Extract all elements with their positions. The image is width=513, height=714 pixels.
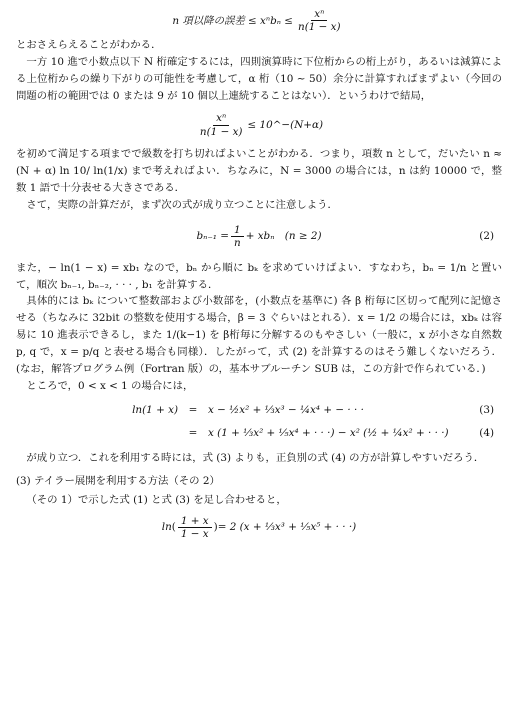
equation-truncation (16, 112, 502, 138)
paragraph-4: さて，実際の計算だが，まず次の式が成り立つことに注意しよう． (26, 198, 338, 211)
equation-rhs: = 2 (x + ⅓x³ + ⅕x⁵ + · · ·) (217, 521, 357, 534)
fraction-denominator: 1 − x (180, 528, 209, 541)
equation-log-ratio: ln ( $\frac{1 + x}{1 - x}$ ) = 2 (x + ⅓x³ + ⅕x⁵ + · · ·) (161, 514, 357, 541)
fraction-denominator: n(1 − x) (199, 125, 243, 138)
equation-relation: = (188, 427, 198, 440)
fraction (231, 224, 244, 250)
equation-number: (2) (479, 230, 494, 243)
fraction-numerator: xⁿ (213, 112, 229, 125)
paragraph-2: 一方 10 進で小数点以下 N 桁確定するには，四則演算時に下位桁からの桁上がり，あるいは減算による上位桁からの繰り下がりの可能性を考慮して，α 桁（10 ∼ 50）余分に計算すればまずよい（今回の問題の桁の範囲では 0 または 9 が 10 個以上連続することはない）．というわけで結局， (16, 55, 502, 102)
fraction-denominator: n (233, 237, 241, 250)
equation-rhs: + xbₙ (n ≥ 2) (245, 230, 322, 243)
paragraph-7: ところで，0 < x < 1 の場合には， (26, 379, 194, 392)
paragraph-1: とおさえらえることがわかる． (16, 38, 162, 51)
fraction-numerator: 1 (231, 224, 244, 237)
equation-label: n 項以降の誤差 ≤ xⁿbₙ ≤ (172, 14, 293, 27)
equation-error-bound (16, 8, 502, 34)
equation-relation: = (188, 404, 198, 417)
equation-2 (16, 224, 502, 250)
fraction-denominator: n(1 − x) (298, 21, 341, 34)
equation-lhs-func: ln (161, 521, 172, 534)
paragraph-3: を初めて満足する項までで級数を打ち切ればよいことがわかる．つまり，項数 n として，だいたい n ≈ (N + α) ln 10/ ln(1/x) まで考えればよい．ちなみに，N = 3000 の場合には，n は約 10000 で，整数 1 語で十分表せる大きさである． (16, 148, 502, 194)
fraction-numerator: xⁿ (311, 8, 327, 21)
equation-number: (3) (479, 404, 494, 417)
fraction (197, 112, 246, 138)
equation-rhs: x − ½x² + ⅓x³ − ¼x⁴ + − · · · (208, 404, 364, 417)
equation-number: (4) (479, 427, 494, 440)
paragraph-8: が成り立つ．これを利用する時には，式 (3) よりも，正負別の式 (4) の方が計算しやすいだろう． (26, 452, 485, 465)
equation-lhs: bₙ₋₁ = (196, 230, 229, 243)
fraction-numerator: 1 + x (178, 515, 212, 528)
equation-rhs: ≤ 10^−(N+α) (247, 118, 324, 131)
paragraph-6: 具体的には bₖ について整数部および小数部を，(小数点を基準に) 各 β 桁毎に区切って配列に記憶させる（ちなみに 32bit の整数を使用する場合，β = 3 ぐらいはとれる）．x = 1/2 の場合には，xbₖ は容易に 10 進表示できるし，また 1/(k−1) を β桁毎に分解するのもやさしい（一般に，x が小さな自然数 p, q で，x = p/q と表せる場合も同様）．したがって，式 (2) を計算するのはそう難しくないだろう．(なお，解答プログラム例（Fortran 版）の，基本サブルーチン SUB は，この方針で作られている．) (16, 295, 503, 375)
equation-3 (16, 402, 502, 419)
document-page (16, 6, 502, 544)
equation-lhs: ln(1 + x) (132, 404, 178, 417)
equation-4 (16, 425, 502, 442)
equation-rhs: x (1 + ⅓x² + ⅕x⁴ + · · ·) − x² (½ + ¼x² + · · ·) (208, 427, 449, 440)
fraction (178, 515, 212, 541)
section-heading: (3) テイラー展開を利用する方法（その 2） (16, 474, 220, 487)
paragraph-5: また，− ln(1 − x) = xb₁ なので，bₙ から順に bₖ を求めていけばよい．すなわち，bₙ = 1/n と置いて，順次 bₙ₋₁, bₙ₋₂, · · · , b₁ を計算する． (16, 261, 502, 291)
paragraph-9: （その 1）で示した式 (1) と式 (3) を足し合わせると， (26, 493, 287, 506)
fraction (295, 8, 344, 34)
